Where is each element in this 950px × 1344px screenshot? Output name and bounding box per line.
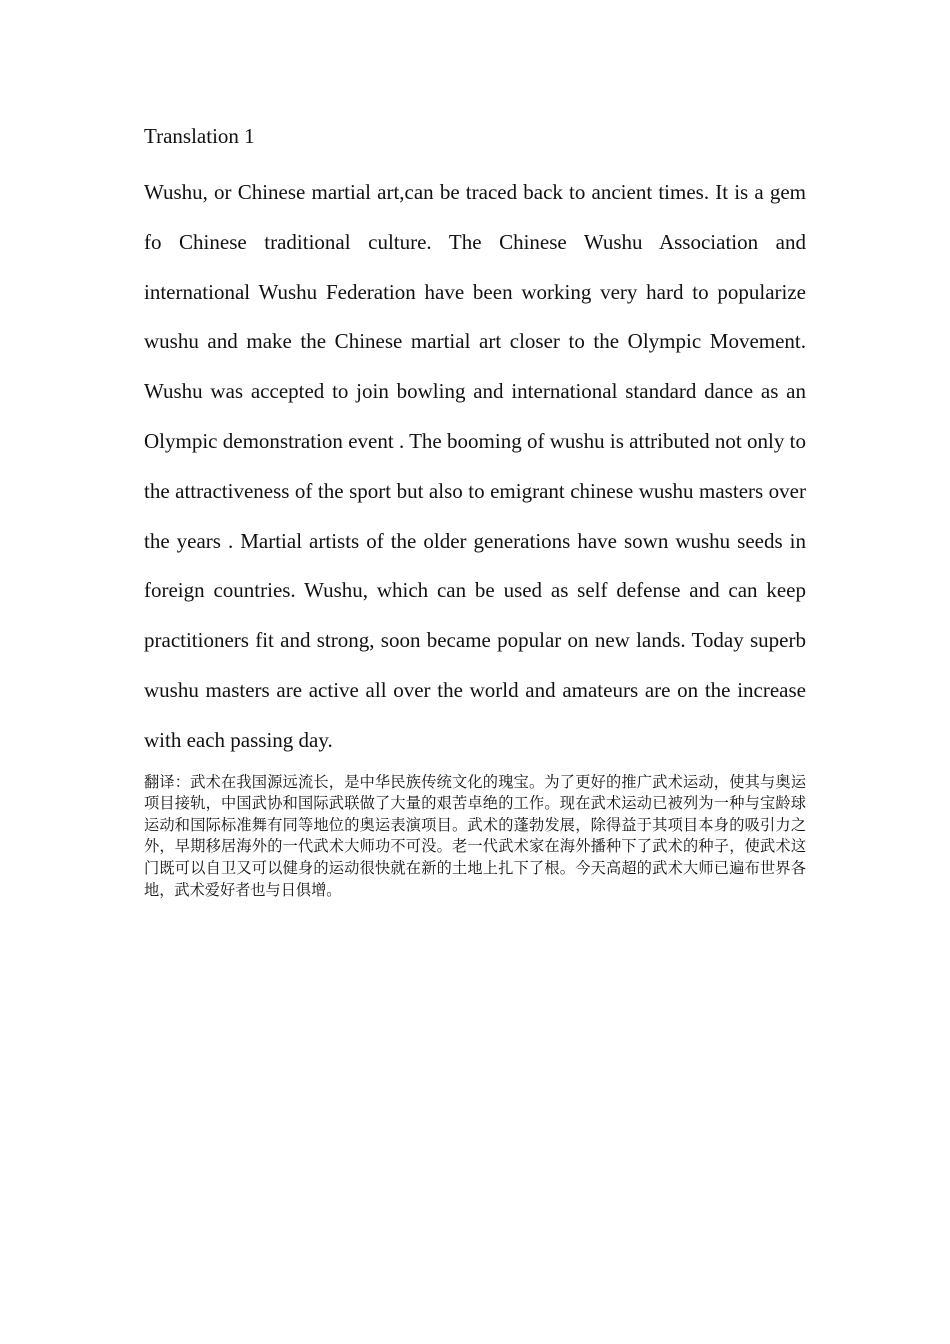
translation-heading: Translation 1 <box>144 124 255 148</box>
document-body <box>144 118 806 901</box>
chinese-translation-paragraph: 翻译：武术在我国源远流长，是中华民族传统文化的瑰宝。为了更好的推广武术运动，使其与奥运项目接轨，中国武协和国际武联做了大量的艰苦卓绝的工作。现在武术运动已被列为一种与宝龄球运动和国际标准舞有同等地位的奥运表演项目。武术的蓬勃发展，除得益于其项目本身的吸引力之外，早期移居海外的一代武术大师功不可没。老一代武术家在海外播种下了武术的种子，使武术这门既可以自卫又可以健身的运动很快就在新的土地上扎下了根。今天高超的武术大师已遍布世界各地，武术爱好者也与日俱增。 <box>144 773 806 899</box>
english-translation-paragraph: Wushu, or Chinese martial art,can be traced back to ancient times. It is a gem fo Chinese traditional culture. The Chinese Wushu Association and international Wushu Federation have been working very hard to popularize wushu and make the Chinese martial art closer to the Olympic Movement. Wushu was accepted to join bowling and international standard dance as an Olympic demonstration event . The booming of wushu is attributed not only to the attractiveness of the sport but also to emigrant chinese wushu masters over the years . Martial artists of the older generations have sown wushu seeds in foreign countries. Wushu, which can be used as self defense and can keep practitioners fit and strong, soon became popular on new lands. Today superb wushu masters are active all over the world and amateurs are on the increase with each passing day. <box>144 180 806 752</box>
